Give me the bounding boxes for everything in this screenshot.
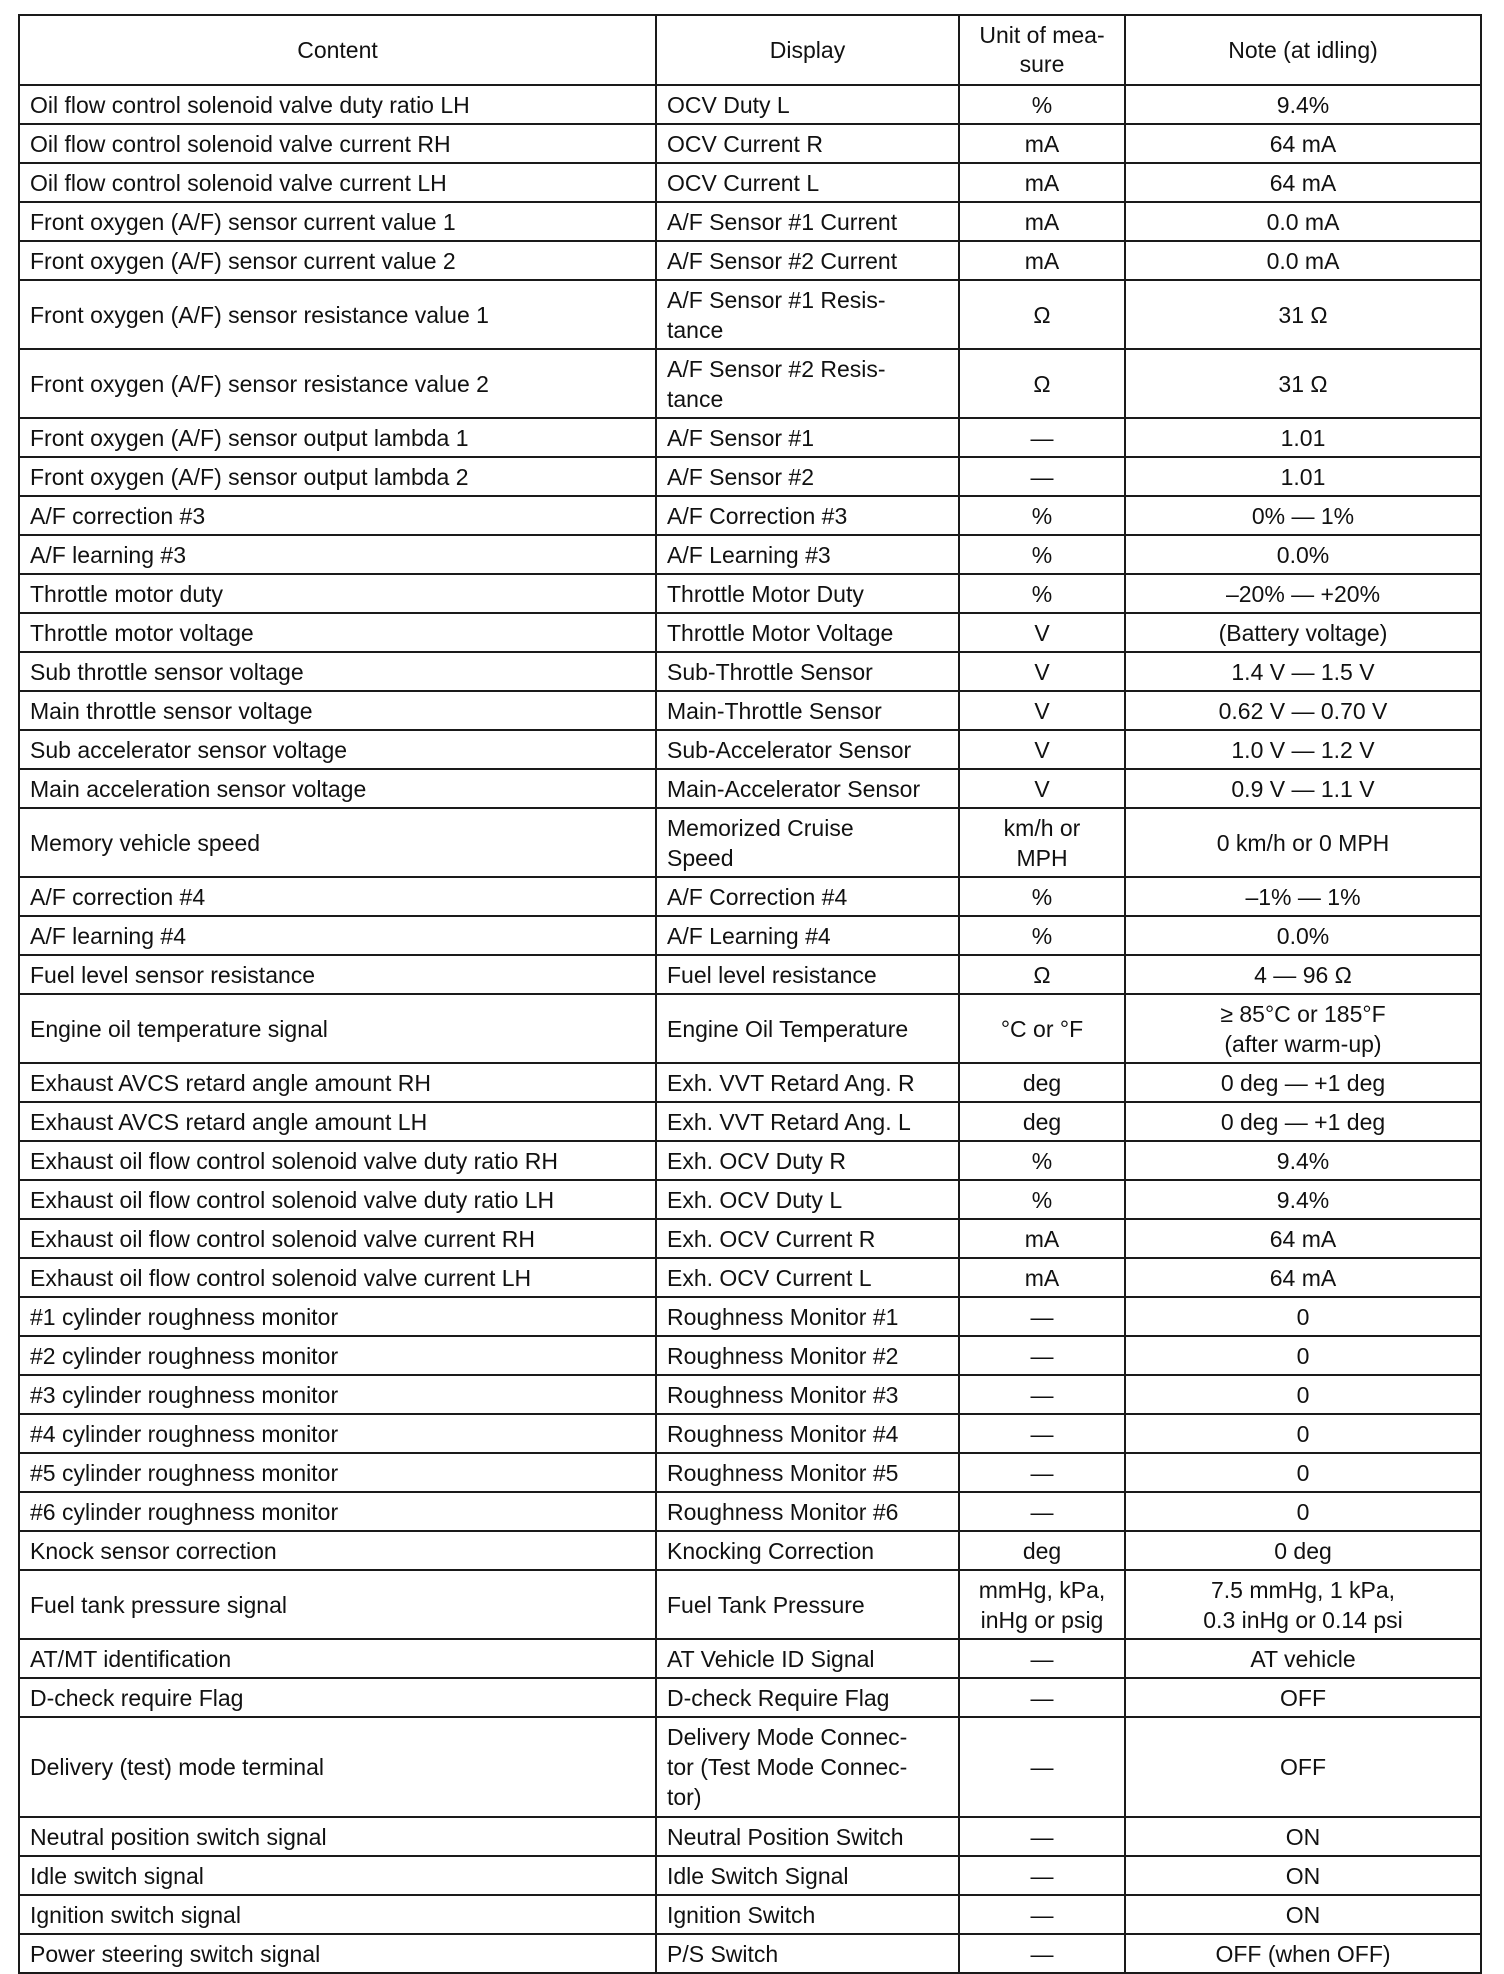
table-row bbox=[19, 1375, 1481, 1414]
cell-content: #1 cylinder roughness monitor bbox=[19, 1297, 656, 1336]
table-row bbox=[19, 613, 1481, 652]
cell-note: OFF bbox=[1125, 1717, 1481, 1817]
cell-note: –20% — +20% bbox=[1125, 574, 1481, 613]
cell-note: 0.9 V — 1.1 V bbox=[1125, 769, 1481, 808]
cell-unit: — bbox=[959, 1817, 1125, 1856]
cell-content: A/F correction #4 bbox=[19, 877, 656, 916]
cell-unit: — bbox=[959, 1453, 1125, 1492]
cell-note: 0 bbox=[1125, 1414, 1481, 1453]
table-row bbox=[19, 1678, 1481, 1717]
cell-content: Main throttle sensor voltage bbox=[19, 691, 656, 730]
cell-display: Neutral Position Switch bbox=[656, 1817, 959, 1856]
cell-display: Roughness Monitor #4 bbox=[656, 1414, 959, 1453]
table-row bbox=[19, 1934, 1481, 1973]
cell-content: Sub throttle sensor voltage bbox=[19, 652, 656, 691]
cell-display: Main-Accelerator Sensor bbox=[656, 769, 959, 808]
cell-unit: — bbox=[959, 1678, 1125, 1717]
cell-unit: % bbox=[959, 574, 1125, 613]
cell-note: ON bbox=[1125, 1895, 1481, 1934]
table-row bbox=[19, 1570, 1481, 1639]
cell-content: Fuel tank pressure signal bbox=[19, 1570, 656, 1639]
cell-content: Knock sensor correction bbox=[19, 1531, 656, 1570]
table-row bbox=[19, 652, 1481, 691]
cell-note: AT vehicle bbox=[1125, 1639, 1481, 1678]
cell-note: ON bbox=[1125, 1817, 1481, 1856]
table-header bbox=[19, 15, 1481, 85]
cell-content: Memory vehicle speed bbox=[19, 808, 656, 877]
cell-display: A/F Sensor #2 Resis- tance bbox=[656, 349, 959, 418]
header-note: Note (at idling) bbox=[1125, 15, 1481, 85]
cell-unit: mA bbox=[959, 163, 1125, 202]
cell-content: Idle switch signal bbox=[19, 1856, 656, 1895]
cell-note: OFF bbox=[1125, 1678, 1481, 1717]
cell-unit: mA bbox=[959, 124, 1125, 163]
cell-display: Exh. VVT Retard Ang. R bbox=[656, 1063, 959, 1102]
cell-unit: — bbox=[959, 1414, 1125, 1453]
cell-unit: % bbox=[959, 85, 1125, 124]
cell-display: P/S Switch bbox=[656, 1934, 959, 1973]
table-row bbox=[19, 994, 1481, 1063]
header-unit: Unit of mea- sure bbox=[959, 15, 1125, 85]
cell-unit: — bbox=[959, 1639, 1125, 1678]
cell-unit: deg bbox=[959, 1102, 1125, 1141]
cell-note: 64 mA bbox=[1125, 124, 1481, 163]
table-row bbox=[19, 916, 1481, 955]
cell-note: 0 deg — +1 deg bbox=[1125, 1063, 1481, 1102]
table-row bbox=[19, 1258, 1481, 1297]
table-row bbox=[19, 280, 1481, 349]
cell-unit: km/h or MPH bbox=[959, 808, 1125, 877]
cell-unit: % bbox=[959, 535, 1125, 574]
cell-note: 0 bbox=[1125, 1336, 1481, 1375]
cell-display: OCV Current R bbox=[656, 124, 959, 163]
cell-note: 1.01 bbox=[1125, 457, 1481, 496]
table-row bbox=[19, 418, 1481, 457]
cell-content: Throttle motor duty bbox=[19, 574, 656, 613]
cell-display: Idle Switch Signal bbox=[656, 1856, 959, 1895]
cell-display: Exh. OCV Current R bbox=[656, 1219, 959, 1258]
table-row bbox=[19, 1336, 1481, 1375]
table-row bbox=[19, 1453, 1481, 1492]
cell-content: Front oxygen (A/F) sensor output lambda 1 bbox=[19, 418, 656, 457]
table-row bbox=[19, 730, 1481, 769]
cell-display: Roughness Monitor #1 bbox=[656, 1297, 959, 1336]
cell-content: Oil flow control solenoid valve current LH bbox=[19, 163, 656, 202]
cell-note: 0% — 1% bbox=[1125, 496, 1481, 535]
cell-note: 31 Ω bbox=[1125, 280, 1481, 349]
cell-content: Oil flow control solenoid valve current RH bbox=[19, 124, 656, 163]
cell-display: A/F Sensor #1 Resis- tance bbox=[656, 280, 959, 349]
table-row bbox=[19, 457, 1481, 496]
cell-display: Exh. OCV Duty L bbox=[656, 1180, 959, 1219]
cell-unit: — bbox=[959, 1895, 1125, 1934]
cell-note: 64 mA bbox=[1125, 1219, 1481, 1258]
table-row bbox=[19, 1414, 1481, 1453]
table-row bbox=[19, 1895, 1481, 1934]
cell-note: 0.0 mA bbox=[1125, 202, 1481, 241]
cell-note: ON bbox=[1125, 1856, 1481, 1895]
cell-unit: mA bbox=[959, 202, 1125, 241]
cell-note: 4 — 96 Ω bbox=[1125, 955, 1481, 994]
cell-display: Engine Oil Temperature bbox=[656, 994, 959, 1063]
cell-display: Throttle Motor Duty bbox=[656, 574, 959, 613]
table-row bbox=[19, 955, 1481, 994]
cell-unit: V bbox=[959, 730, 1125, 769]
cell-display: AT Vehicle ID Signal bbox=[656, 1639, 959, 1678]
cell-unit: deg bbox=[959, 1063, 1125, 1102]
cell-display: Roughness Monitor #5 bbox=[656, 1453, 959, 1492]
cell-note: 0 km/h or 0 MPH bbox=[1125, 808, 1481, 877]
cell-note: 31 Ω bbox=[1125, 349, 1481, 418]
cell-display: A/F Learning #4 bbox=[656, 916, 959, 955]
cell-unit: % bbox=[959, 877, 1125, 916]
table-row bbox=[19, 1297, 1481, 1336]
cell-unit: % bbox=[959, 916, 1125, 955]
cell-note: –1% — 1% bbox=[1125, 877, 1481, 916]
cell-content: Front oxygen (A/F) sensor resistance value 2 bbox=[19, 349, 656, 418]
cell-note: 0 bbox=[1125, 1492, 1481, 1531]
cell-unit: — bbox=[959, 418, 1125, 457]
cell-display: Fuel level resistance bbox=[656, 955, 959, 994]
cell-display: Knocking Correction bbox=[656, 1531, 959, 1570]
table-row bbox=[19, 1219, 1481, 1258]
header-display: Display bbox=[656, 15, 959, 85]
cell-display: Roughness Monitor #2 bbox=[656, 1336, 959, 1375]
cell-unit: % bbox=[959, 1180, 1125, 1219]
cell-display: Sub-Accelerator Sensor bbox=[656, 730, 959, 769]
cell-note: 0 bbox=[1125, 1375, 1481, 1414]
cell-content: Sub accelerator sensor voltage bbox=[19, 730, 656, 769]
cell-content: A/F learning #4 bbox=[19, 916, 656, 955]
cell-display: D-check Require Flag bbox=[656, 1678, 959, 1717]
table-row bbox=[19, 691, 1481, 730]
cell-display: Exh. OCV Current L bbox=[656, 1258, 959, 1297]
cell-note: 0 bbox=[1125, 1297, 1481, 1336]
cell-note: 9.4% bbox=[1125, 85, 1481, 124]
cell-display: Delivery Mode Connec- tor (Test Mode Connec- tor) bbox=[656, 1717, 959, 1817]
table-row bbox=[19, 808, 1481, 877]
cell-unit: mmHg, kPa, inHg or psig bbox=[959, 1570, 1125, 1639]
cell-display: A/F Learning #3 bbox=[656, 535, 959, 574]
cell-display: A/F Sensor #2 Current bbox=[656, 241, 959, 280]
cell-display: Throttle Motor Voltage bbox=[656, 613, 959, 652]
table-row bbox=[19, 769, 1481, 808]
cell-unit: — bbox=[959, 1717, 1125, 1817]
cell-display: Exh. OCV Duty R bbox=[656, 1141, 959, 1180]
cell-unit: V bbox=[959, 613, 1125, 652]
cell-unit: deg bbox=[959, 1531, 1125, 1570]
cell-note: 0 bbox=[1125, 1453, 1481, 1492]
table-row bbox=[19, 1717, 1481, 1817]
data-table bbox=[18, 14, 1482, 1974]
cell-unit: V bbox=[959, 652, 1125, 691]
cell-unit: Ω bbox=[959, 280, 1125, 349]
table-row bbox=[19, 1856, 1481, 1895]
cell-unit: % bbox=[959, 496, 1125, 535]
cell-note: 9.4% bbox=[1125, 1141, 1481, 1180]
table-row bbox=[19, 349, 1481, 418]
cell-content: Delivery (test) mode terminal bbox=[19, 1717, 656, 1817]
table-row bbox=[19, 1102, 1481, 1141]
table-row bbox=[19, 202, 1481, 241]
cell-unit: V bbox=[959, 769, 1125, 808]
cell-display: Roughness Monitor #6 bbox=[656, 1492, 959, 1531]
table-row bbox=[19, 124, 1481, 163]
cell-display: Ignition Switch bbox=[656, 1895, 959, 1934]
table-row bbox=[19, 877, 1481, 916]
cell-note: 64 mA bbox=[1125, 1258, 1481, 1297]
cell-unit: % bbox=[959, 1141, 1125, 1180]
cell-display: Roughness Monitor #3 bbox=[656, 1375, 959, 1414]
cell-note: ≥ 85°C or 185°F (after warm-up) bbox=[1125, 994, 1481, 1063]
cell-content: Exhaust oil flow control solenoid valve duty ratio LH bbox=[19, 1180, 656, 1219]
cell-display: OCV Duty L bbox=[656, 85, 959, 124]
cell-unit: — bbox=[959, 1492, 1125, 1531]
cell-unit: — bbox=[959, 1934, 1125, 1973]
cell-content: A/F learning #3 bbox=[19, 535, 656, 574]
cell-unit: mA bbox=[959, 1258, 1125, 1297]
cell-note: 0.0 mA bbox=[1125, 241, 1481, 280]
table-row bbox=[19, 163, 1481, 202]
cell-note: 7.5 mmHg, 1 kPa, 0.3 inHg or 0.14 psi bbox=[1125, 1570, 1481, 1639]
cell-note: 0.62 V — 0.70 V bbox=[1125, 691, 1481, 730]
cell-content: Oil flow control solenoid valve duty ratio LH bbox=[19, 85, 656, 124]
cell-unit: — bbox=[959, 1856, 1125, 1895]
cell-note: 9.4% bbox=[1125, 1180, 1481, 1219]
header-row bbox=[19, 15, 1481, 85]
cell-content: Exhaust oil flow control solenoid valve duty ratio RH bbox=[19, 1141, 656, 1180]
cell-content: Front oxygen (A/F) sensor output lambda 2 bbox=[19, 457, 656, 496]
table-row bbox=[19, 535, 1481, 574]
cell-content: D-check require Flag bbox=[19, 1678, 656, 1717]
table-row bbox=[19, 1180, 1481, 1219]
cell-display: OCV Current L bbox=[656, 163, 959, 202]
cell-note: 0.0% bbox=[1125, 916, 1481, 955]
cell-display: A/F Sensor #1 Current bbox=[656, 202, 959, 241]
cell-display: Exh. VVT Retard Ang. L bbox=[656, 1102, 959, 1141]
cell-unit: °C or °F bbox=[959, 994, 1125, 1063]
cell-content: Fuel level sensor resistance bbox=[19, 955, 656, 994]
table-row bbox=[19, 1817, 1481, 1856]
cell-note: 0.0% bbox=[1125, 535, 1481, 574]
cell-content: Engine oil temperature signal bbox=[19, 994, 656, 1063]
cell-note: (Battery voltage) bbox=[1125, 613, 1481, 652]
cell-unit: — bbox=[959, 1375, 1125, 1414]
cell-display: A/F Correction #3 bbox=[656, 496, 959, 535]
cell-note: 1.4 V — 1.5 V bbox=[1125, 652, 1481, 691]
cell-content: Exhaust oil flow control solenoid valve current RH bbox=[19, 1219, 656, 1258]
cell-display: Memorized Cruise Speed bbox=[656, 808, 959, 877]
table-row bbox=[19, 1531, 1481, 1570]
cell-content: Front oxygen (A/F) sensor current value 2 bbox=[19, 241, 656, 280]
cell-content: Exhaust oil flow control solenoid valve current LH bbox=[19, 1258, 656, 1297]
cell-content: Exhaust AVCS retard angle amount RH bbox=[19, 1063, 656, 1102]
cell-note: 0 deg bbox=[1125, 1531, 1481, 1570]
cell-content: #5 cylinder roughness monitor bbox=[19, 1453, 656, 1492]
cell-unit: Ω bbox=[959, 349, 1125, 418]
cell-display: A/F Sensor #1 bbox=[656, 418, 959, 457]
cell-content: Ignition switch signal bbox=[19, 1895, 656, 1934]
cell-display: Main-Throttle Sensor bbox=[656, 691, 959, 730]
cell-content: A/F correction #3 bbox=[19, 496, 656, 535]
cell-content: Neutral position switch signal bbox=[19, 1817, 656, 1856]
cell-content: #4 cylinder roughness monitor bbox=[19, 1414, 656, 1453]
cell-content: Front oxygen (A/F) sensor resistance value 1 bbox=[19, 280, 656, 349]
cell-unit: — bbox=[959, 457, 1125, 496]
cell-note: 0 deg — +1 deg bbox=[1125, 1102, 1481, 1141]
cell-content: #6 cylinder roughness monitor bbox=[19, 1492, 656, 1531]
header-content: Content bbox=[19, 15, 656, 85]
table-row bbox=[19, 574, 1481, 613]
table-body bbox=[19, 85, 1481, 1973]
table-row bbox=[19, 1492, 1481, 1531]
cell-content: Front oxygen (A/F) sensor current value 1 bbox=[19, 202, 656, 241]
cell-note: 64 mA bbox=[1125, 163, 1481, 202]
cell-content: Main acceleration sensor voltage bbox=[19, 769, 656, 808]
cell-content: #2 cylinder roughness monitor bbox=[19, 1336, 656, 1375]
cell-note: 1.01 bbox=[1125, 418, 1481, 457]
cell-content: Throttle motor voltage bbox=[19, 613, 656, 652]
cell-display: A/F Sensor #2 bbox=[656, 457, 959, 496]
cell-unit: mA bbox=[959, 241, 1125, 280]
cell-content: Exhaust AVCS retard angle amount LH bbox=[19, 1102, 656, 1141]
cell-unit: V bbox=[959, 691, 1125, 730]
cell-unit: — bbox=[959, 1336, 1125, 1375]
cell-display: Fuel Tank Pressure bbox=[656, 1570, 959, 1639]
cell-note: 1.0 V — 1.2 V bbox=[1125, 730, 1481, 769]
table-row bbox=[19, 85, 1481, 124]
table-row bbox=[19, 1639, 1481, 1678]
cell-unit: mA bbox=[959, 1219, 1125, 1258]
cell-unit: Ω bbox=[959, 955, 1125, 994]
cell-note: OFF (when OFF) bbox=[1125, 1934, 1481, 1973]
cell-content: #3 cylinder roughness monitor bbox=[19, 1375, 656, 1414]
table-row bbox=[19, 496, 1481, 535]
cell-content: AT/MT identification bbox=[19, 1639, 656, 1678]
cell-display: A/F Correction #4 bbox=[656, 877, 959, 916]
table-row bbox=[19, 1063, 1481, 1102]
cell-content: Power steering switch signal bbox=[19, 1934, 656, 1973]
cell-unit: — bbox=[959, 1297, 1125, 1336]
cell-display: Sub-Throttle Sensor bbox=[656, 652, 959, 691]
table-row bbox=[19, 1141, 1481, 1180]
table-row bbox=[19, 241, 1481, 280]
